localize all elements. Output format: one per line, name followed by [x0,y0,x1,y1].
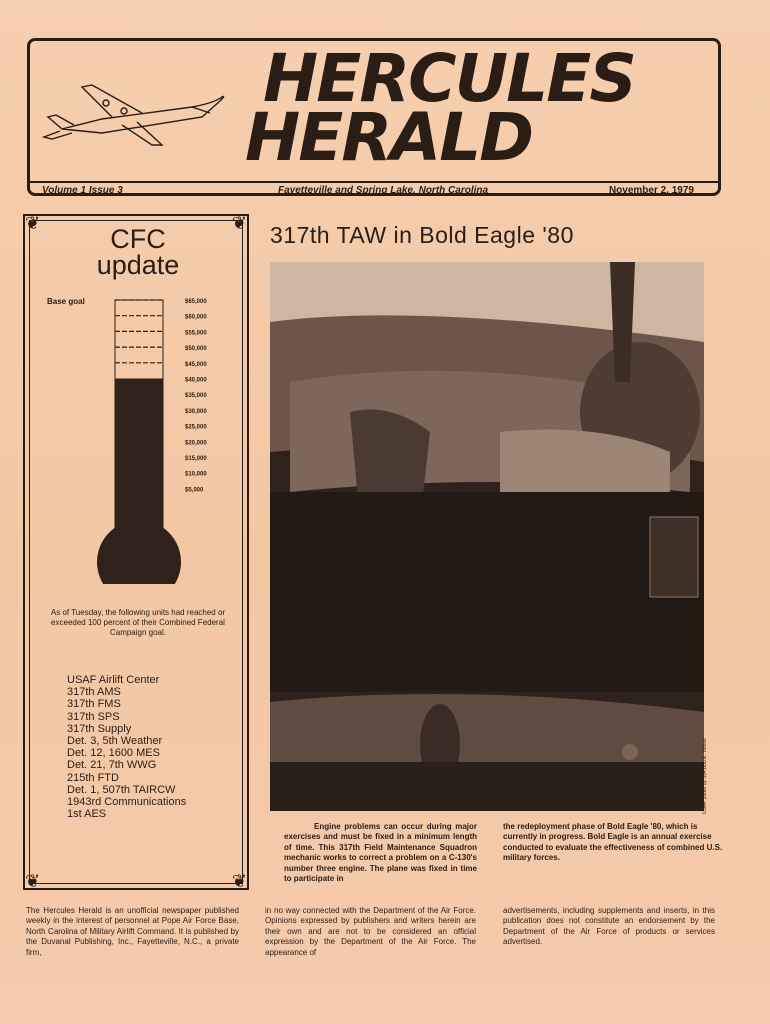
cfc-status-text: As of Tuesday, the following units had reached or exceeded 100 percent of their Combined Federal Campaign goal. [50,608,226,637]
unit-list-item: 317th FMS [67,698,121,711]
scale-label: $55,000 [185,330,207,337]
publication-notice-col-2: in no way connected with the Department of the Air Force. Opinions expressed by publishers and writers herein are their own and are not to be considered an official expression by the Department of the Air Force. The appearance of [265,906,476,957]
scale-label: $15,000 [185,456,207,462]
scale-label: $5,000 [185,487,204,494]
publication-notice-col-3: advertisements, including supplements and inserts, in this publication does not constitute an endorsement by the Department of the Air Force of products or services advertised. [503,906,715,947]
masthead-divider [30,181,718,183]
unit-list-item: USAF Airlift Center [67,674,160,686]
c130-plane-icon [42,67,232,147]
scale-label: $65,000 [185,299,207,305]
scale-label: $10,000 [185,471,207,478]
unit-list-item: 215th FTD [67,771,119,784]
issue-date: November 2, 1979 [608,185,694,196]
cfc-subtitle: update [96,250,180,280]
thermometer-bulb [97,520,181,584]
cfc-update-box [23,214,249,890]
article-headline: 317th TAW in Bold Eagle '80 [270,222,574,248]
scale-label: $35,000 [185,393,207,400]
masthead [27,38,721,196]
unit-list-item: Det. 1, 507th TAIRCW [67,783,176,796]
masthead-title [245,40,715,177]
ornament-corner-icon: ❦ [231,871,247,891]
ornament-corner-icon: ❦ [231,213,247,233]
title-line-1: HERCULES [263,40,635,117]
c130-engine-photo [270,262,704,811]
cfc-title: CFC [110,224,166,254]
thermometer-tube [115,300,163,530]
title-line-2: HERALD [245,99,533,177]
unit-list-item: 1st AES [67,808,107,821]
unit-list-item: 317th AMS [67,686,121,699]
scale-label: $20,000 [185,440,207,447]
unit-list-item: Det. 12, 1600 MES [67,747,160,760]
scale-label: $25,000 [185,424,207,431]
scale-label: $50,000 [185,346,207,353]
location: Fayetteville and Spring Lake, North Carolina [278,185,489,196]
unit-list-item: 317th Supply [67,722,132,735]
scale-label: $45,000 [185,361,207,368]
unit-list-item: Det. 3, 5th Weather [67,735,163,748]
photo-credit: USAF photo by SrA Bob E. Tobias [702,738,708,814]
unit-list-item: 1943rd Communications [67,796,187,809]
base-goal-label: Base goal [47,297,85,306]
unit-list-item: 317th SPS [67,710,120,723]
unit-list-item: Det. 21, 7th WWG [67,759,157,772]
photo-caption-part-2: the redeployment phase of Bold Eagle '80, which is currently in progress. Bold Eagle is an annual exercise conducted to evaluate the effectiveness of combined U.S. military forces. [503,822,723,863]
ornament-corner-icon: ❦ [25,213,41,233]
volume-issue: Volume 1 Issue 3 [42,185,123,196]
units-list [67,674,247,820]
scale-label: $60,000 [185,314,207,321]
scale-label: $30,000 [185,408,207,415]
photo-caption-part-1: Engine problems can occur during major exercises and must be fixed in a minimum length of time. This 317th Field Maintenance Squadron mechanic works to correct a problem on a C-130's number three engine. The plane was fixed in time to participate in [284,822,477,884]
thermometer-fill [115,379,163,531]
thermometer-icon [45,294,245,584]
publication-notice-col-1: The Hercules Herald is an unofficial newspaper published weekly in the interest of personnel at Pope Air Force Base, North Carolina of Military Airlift Command. It is published by the Duvanal Publishing, Inc., Fayetteville, N.C., a private firm, [26,906,239,957]
ornament-corner-icon: ❦ [25,871,41,891]
scale-label: $40,000 [185,377,207,384]
